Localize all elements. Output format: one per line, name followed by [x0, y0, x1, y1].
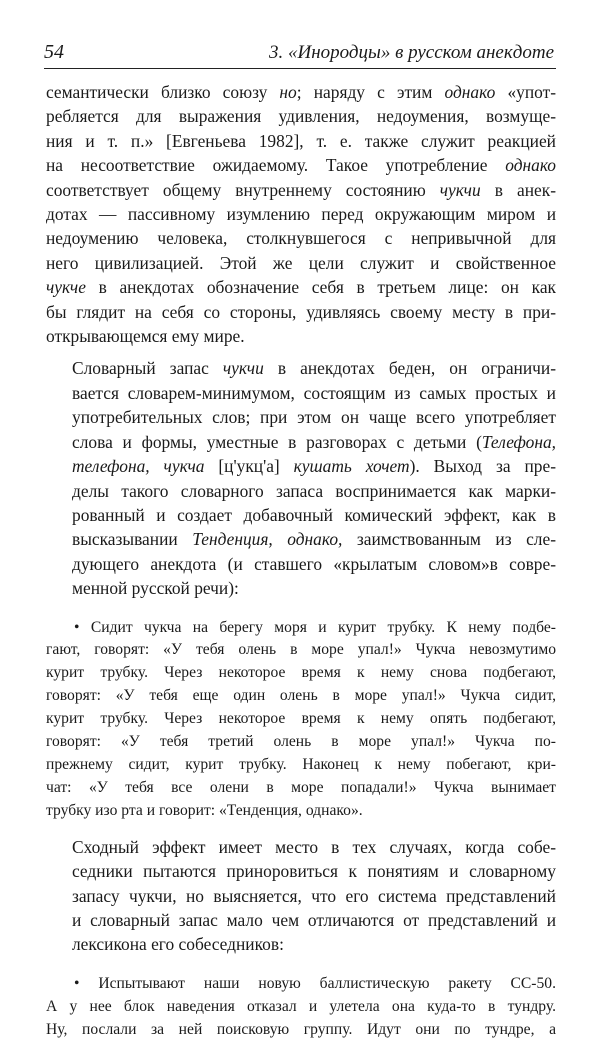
text-line: слова и формы, уместные в разговорах с детьми (Телефона, [72, 431, 556, 452]
text-line: чат: «У тебя все олени в море попадали!» Чукча вынимает [46, 778, 556, 796]
page-body [46, 80, 556, 1041]
running-header [44, 40, 556, 69]
text-line: на несоответствие ожидаемому. Такое употребление однако [46, 155, 556, 176]
text-line: дующего анекдота (и ставшего «крылатым словом»в совре- [72, 553, 556, 574]
running-title: 3. «Инородцы» в русском анекдоте [269, 42, 554, 63]
text-line: него цивилизацией. Этой же цели служит и свойственное [46, 252, 556, 273]
joke-1 [46, 617, 556, 823]
joke-2 [46, 973, 556, 1041]
text-line: делы такого словарного запаса воспринимается как марки- [72, 480, 556, 501]
text-line: семантически близко союзу но; наряду с этим однако «упот- [46, 82, 556, 102]
text-line: седники пытаются приноровиться к понятиям и словарному [72, 861, 556, 882]
text-line: открывающемся ему мире. [46, 326, 245, 347]
text-line: употребительных слов; при этом он чаще всего употребляет [72, 407, 556, 428]
text-line: А у нее блок наведения отказал и улетела она куда-то в тундру. [46, 997, 556, 1015]
text-line: говорят: «У тебя еще один олень в море упал!» Чукча сидит, [46, 687, 556, 705]
text-line: менной русской речи): [72, 578, 239, 599]
text-line: ния и т. п.» [Евгеньева 1982], т. е. также служит реакцией [46, 130, 556, 151]
page-number: 54 [44, 41, 64, 63]
text-line: запасу чукчи, но выясняется, что его система представлений [72, 885, 556, 906]
text-line: дотах — пассивному изумлению перед окружающим миром и [46, 204, 556, 225]
paragraph-1 [46, 80, 556, 348]
text-line: и словарный запас мало чем отличаются от представлений и [72, 909, 556, 930]
text-line: • Испытывают наши новую баллистическую ракету СС-50. [74, 974, 556, 992]
text-line: рованный и создает добавочный комический эффект, как в [72, 504, 556, 525]
text-line: вается словарем-минимумом, состоящим из самых простых и [72, 382, 556, 403]
text-line: бы глядит на себя со стороны, удивляясь своему месту в при- [46, 301, 556, 322]
text-line: высказывании Тенденция, однако, заимствованным из сле- [72, 529, 556, 550]
text-line: недоумению человека, столкнувшегося с непривычной для [46, 228, 556, 249]
text-line: чукче в анекдотах обозначение себя в третьем лице: он как [46, 277, 556, 298]
text-line: телефона, чукча [ц'укц'а] кушать хочет). Выход за пре- [72, 456, 556, 477]
text-line: Сходный эффект имеет место в тех случаях, когда собе- [72, 836, 556, 857]
text-line: курит трубку. Через некоторое время к нему опять подбегают, [46, 710, 556, 728]
text-line: • Сидит чукча на берегу моря и курит трубку. К нему подбе- [74, 618, 556, 636]
paragraph-2 [46, 356, 556, 600]
text-line: соответствует общему внутреннему состоянию чукчи в анек- [46, 179, 556, 200]
text-line: гают, говорят: «У тебя олень в море упал!» Чукча невозмутимо [46, 641, 556, 659]
text-line: лексикона его собеседников: [72, 934, 284, 955]
paragraph-3 [46, 835, 556, 957]
text-line: прежнему сидит, курит трубку. Наконец к нему побегают, кри- [46, 755, 556, 773]
text-line: Словарный запас чукчи в анекдотах беден, он ограничи- [72, 358, 557, 379]
text-line: Ну, послали за ней поисковую группу. Идут они по тундре, а [46, 1020, 556, 1038]
text-line: ребляется для выражения удивления, недоумения, возмуще- [46, 106, 556, 127]
text-line: трубку изо рта и говорит: «Тенденция, однако». [46, 801, 363, 819]
text-line: курит трубку. Через некоторое время к нему снова подбегают, [46, 664, 556, 682]
text-line: говорят: «У тебя третий олень в море упал!» Чукча по- [46, 733, 556, 751]
